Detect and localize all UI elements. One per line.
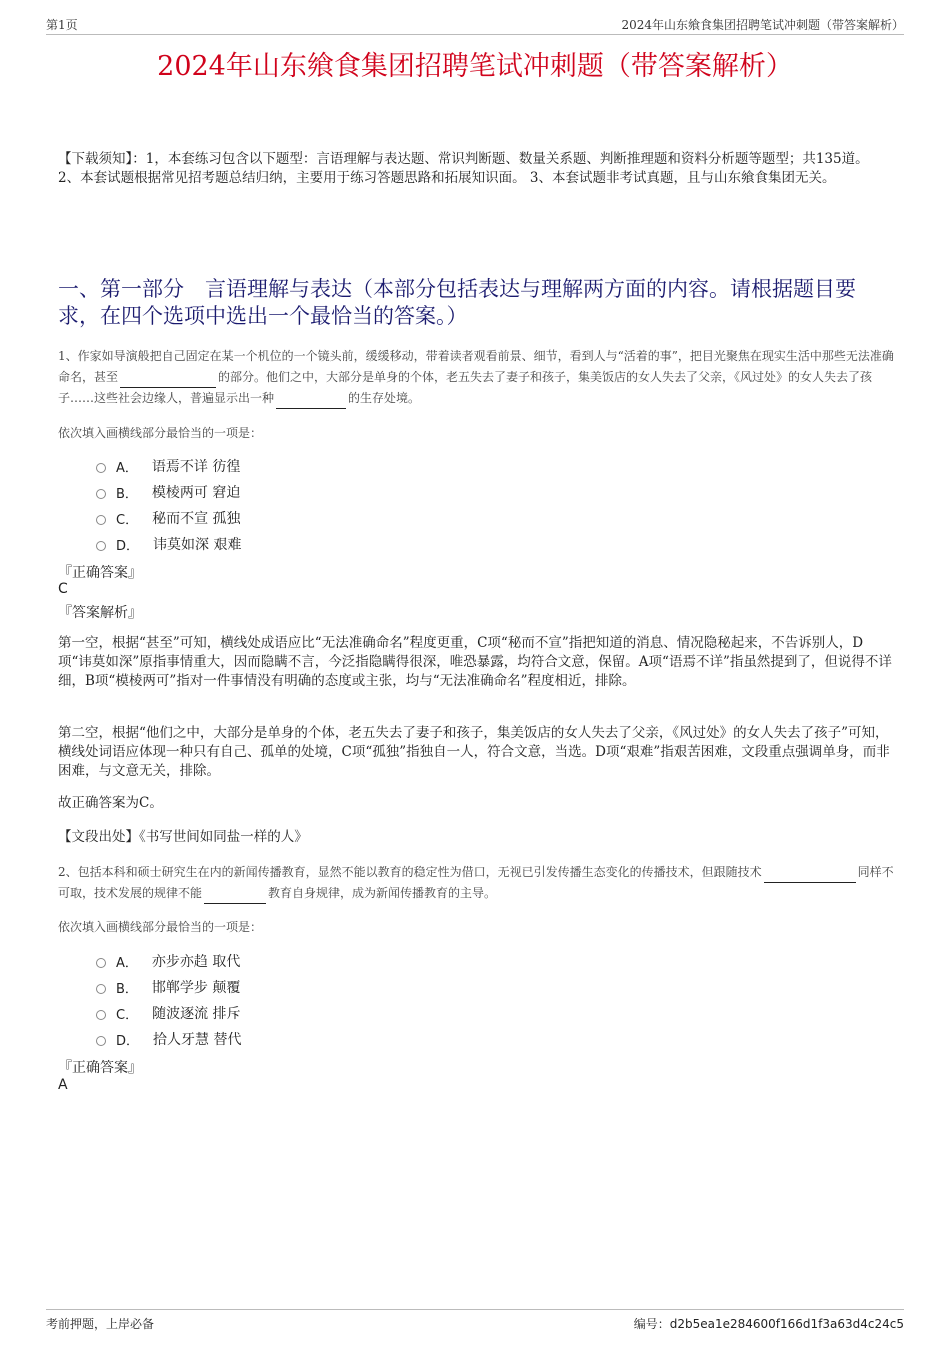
section-heading: 一、第一部分 言语理解与表达（本部分包括表达与理解两方面的内容。请根据题目要求，在四个选项中选出一个最恰当的答案。） — [58, 277, 856, 328]
q1-analysis-label: 『答案解析』 — [58, 605, 142, 621]
question-1-text: 1、作家如导演般把自己固定在某一个机位的一个镜头前，缓缓移动，带着读者观看前景、细节，看到人与“活着的事”，把目光聚焦在现实生活中那些无法准确命名，甚至 的部分。他们之中，大部分是单身的个体，老五失去了妻子和孩子，集美饭店的女人失去了父亲，《风过处》的女人失去了孩子……这些社会边缘人，普遍显示出一种 的生存处境。 — [58, 346, 898, 409]
blank-1 — [764, 868, 856, 883]
page-number: 第1页 — [46, 18, 78, 32]
q2-answer-label: 『正确答案』 — [58, 1060, 142, 1076]
download-notice: 【下载须知】：1，本套练习包含以下题型：言语理解与表达题、常识判断题、数量关系题、判断推理题和资料分析题等题型；共135道。 2、本套试题根据常见招考题总结归纳，主要用于练习答题思路和拓展知识面。 3、本套试题非考试真题，且与山东飨食集团无关。 — [58, 151, 869, 186]
q2-option-a[interactable]: A． 亦步亦趋 取代 — [96, 951, 240, 971]
radio-icon[interactable] — [96, 489, 106, 499]
q1-option-b[interactable]: B． 模棱两可 窘迫 — [96, 482, 240, 502]
q1-conclusion: 故正确答案为C。 — [58, 795, 163, 811]
footer-slogan: 考前押题，上岸必备 — [46, 1317, 155, 1331]
page-footer — [46, 1309, 904, 1345]
question-1-prompt: 依次填入画横线部分最恰当的一项是： — [58, 426, 263, 440]
q1-answer-label: 『正确答案』 — [58, 565, 142, 581]
question-2-prompt: 依次填入画横线部分最恰当的一项是： — [58, 920, 263, 934]
radio-icon[interactable] — [96, 958, 106, 968]
header-doc-title: 2024年山东飨食集团招聘笔试冲刺题（带答案解析） — [621, 18, 904, 32]
footer-code: 编号：d2b5ea1e284600f166d1f3a63d4c24c5 — [633, 1317, 904, 1331]
radio-icon[interactable] — [96, 541, 106, 551]
document-title: 2024年山东飨食集团招聘笔试冲刺题（带答案解析） — [157, 51, 793, 82]
radio-icon[interactable] — [96, 1010, 106, 1020]
q1-analysis-1: 第一空，根据“甚至”可知，横线处成语应比“无法准确命名”程度更重，C项“秘而不宣”指把知道的消息、情况隐秘起来，不告诉别人，D项“讳莫如深”原指事情重大，因而隐瞒不言，今泛指隐瞒得很深，唯恐暴露，均符合文意，保留。A项“语焉不详”指虽然提到了，但说得不详细，B项“模棱两可”指对一件事情没有明确的态度或主张，均与“无法准确命名”程度相近，排除。 — [58, 635, 892, 689]
q1-analysis-2: 第二空，根据“他们之中，大部分是单身的个体，老五失去了妻子和孩子，集美饭店的女人失去了父亲，《风过处》的女人失去了孩子”可知，横线处词语应体现一种只有自己、孤单的处境，C项“孤独”指独自一人，符合文意，当选。D项“艰难”指艰苦困难，文段重点强调单身，而非困难，与文意无关，排除。 — [58, 725, 890, 779]
q1-source: 【文段出处】《书写世间如同盐一样的人》 — [58, 829, 308, 845]
question-2-text: 2、包括本科和硕士研究生在内的新闻传播教育，显然不能以教育的稳定性为借口，无视已引发传播生态变化的传播技术，但跟随技术 同样不可取，技术发展的规律不能 教育自身规律，成为新闻传播教育的主导。 — [58, 862, 898, 904]
blank-1 — [120, 373, 216, 388]
q1-option-d[interactable]: D． 讳莫如深 艰难 — [96, 534, 241, 554]
q1-answer: C — [58, 581, 68, 597]
radio-icon[interactable] — [96, 463, 106, 473]
blank-2 — [276, 394, 346, 409]
page-header — [46, 14, 904, 35]
q2-option-b[interactable]: B． 邯郸学步 颠覆 — [96, 977, 240, 997]
q2-option-d[interactable]: D． 拾人牙慧 替代 — [96, 1029, 241, 1049]
q2-answer: A — [58, 1077, 68, 1093]
q2-option-c[interactable]: C． 随波逐流 排斥 — [96, 1003, 241, 1023]
radio-icon[interactable] — [96, 1036, 106, 1046]
q1-option-a[interactable]: A． 语焉不详 彷徨 — [96, 456, 240, 476]
q1-option-c[interactable]: C． 秘而不宣 孤独 — [96, 508, 241, 528]
radio-icon[interactable] — [96, 515, 106, 525]
radio-icon[interactable] — [96, 984, 106, 994]
blank-2 — [204, 889, 266, 904]
